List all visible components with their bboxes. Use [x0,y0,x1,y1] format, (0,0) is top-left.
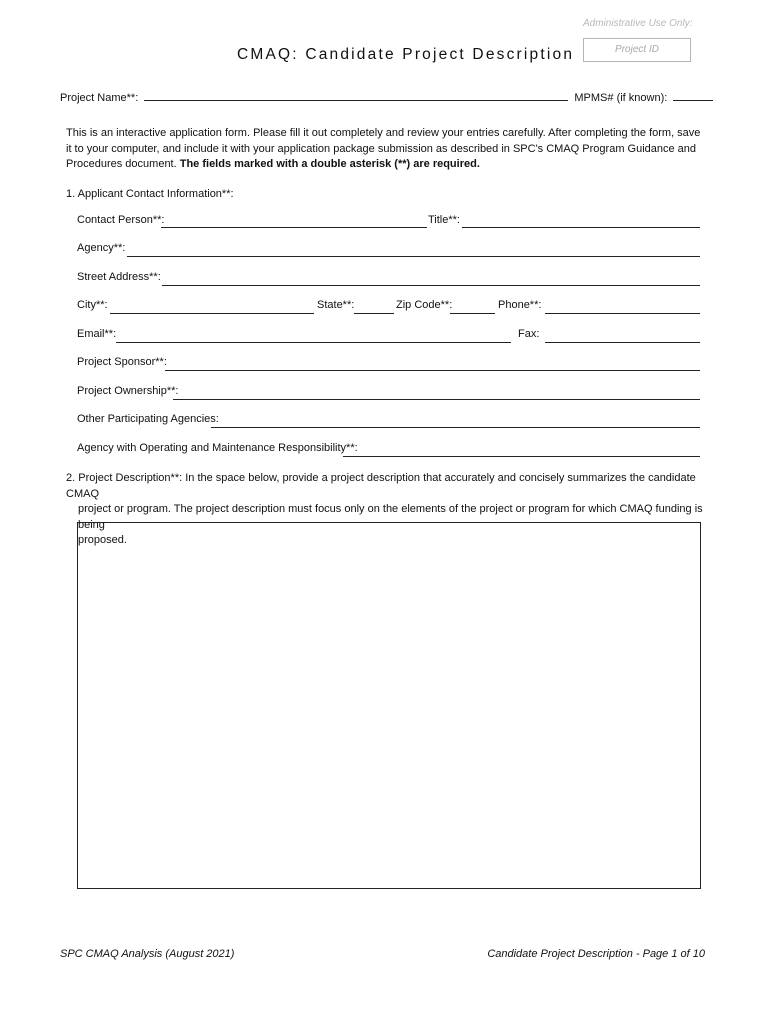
other-agencies-field[interactable] [211,427,700,428]
intro-text: This is an interactive application form. Please fill it out completely and review your entries carefully. After completing the form, save it to your computer, and include it with your application package submission as described in SPC's CMAQ Program Guidance and Procedures document. [66,127,701,170]
street-address-label: Street Address**: [77,271,161,283]
intro-paragraph [66,126,706,173]
footer-left: SPC CMAQ Analysis (August 2021) [60,948,235,960]
footer-right: Candidate Project Description - Page 1 of 10 [487,948,705,960]
page-title: CMAQ: Candidate Project Description [237,46,575,63]
section2-line2: project or program. The project description must focus only on the elements of the project or program for which CMAQ funding is being [78,503,703,531]
phone-label: Phone**: [498,299,542,311]
phone-field[interactable] [545,313,700,314]
admin-use-label: Administrative Use Only: [583,18,693,29]
contact-person-field[interactable] [161,227,427,228]
state-field[interactable] [354,313,394,314]
fax-label: Fax: [518,328,540,340]
project-ownership-label: Project Ownership**: [77,385,179,397]
city-field[interactable] [110,313,314,314]
mpms-label: MPMS# (if known): [574,92,668,104]
mpms-field[interactable] [673,90,713,101]
fax-field[interactable] [545,342,700,343]
project-id-field[interactable]: Project ID [583,38,691,62]
project-name-label: Project Name**: [60,92,139,104]
section1-title: 1. Applicant Contact Information**: [66,188,234,200]
project-description-textarea[interactable] [77,522,701,889]
city-label: City**: [77,299,108,311]
email-field[interactable] [116,342,511,343]
project-name-row [60,90,716,104]
section2-title: 2. Project Description**: In the space below, provide a project description that accurately and concisely summarizes the candidate CMAQ [66,472,696,500]
agency-field[interactable] [127,256,700,257]
other-agencies-label: Other Participating Agencies: [77,413,219,425]
street-address-field[interactable] [162,285,700,286]
title-field[interactable] [462,227,700,228]
om-agency-field[interactable] [343,456,700,457]
project-sponsor-label: Project Sponsor**: [77,356,167,368]
project-sponsor-field[interactable] [165,370,700,371]
section2-line3: proposed. [78,534,127,546]
state-label: State**: [317,299,355,311]
project-ownership-field[interactable] [173,399,700,400]
om-agency-label: Agency with Operating and Maintenance Responsibility**: [77,442,358,454]
email-label: Email**: [77,328,117,340]
intro-required-note: The fields marked with a double asterisk (**) are required. [179,158,480,170]
zip-field[interactable] [450,313,495,314]
contact-person-label: Contact Person**: [77,214,165,226]
agency-label: Agency**: [77,242,126,254]
project-name-field[interactable] [144,90,568,101]
title-label: Title**: [428,214,460,226]
zip-label: Zip Code**: [396,299,453,311]
